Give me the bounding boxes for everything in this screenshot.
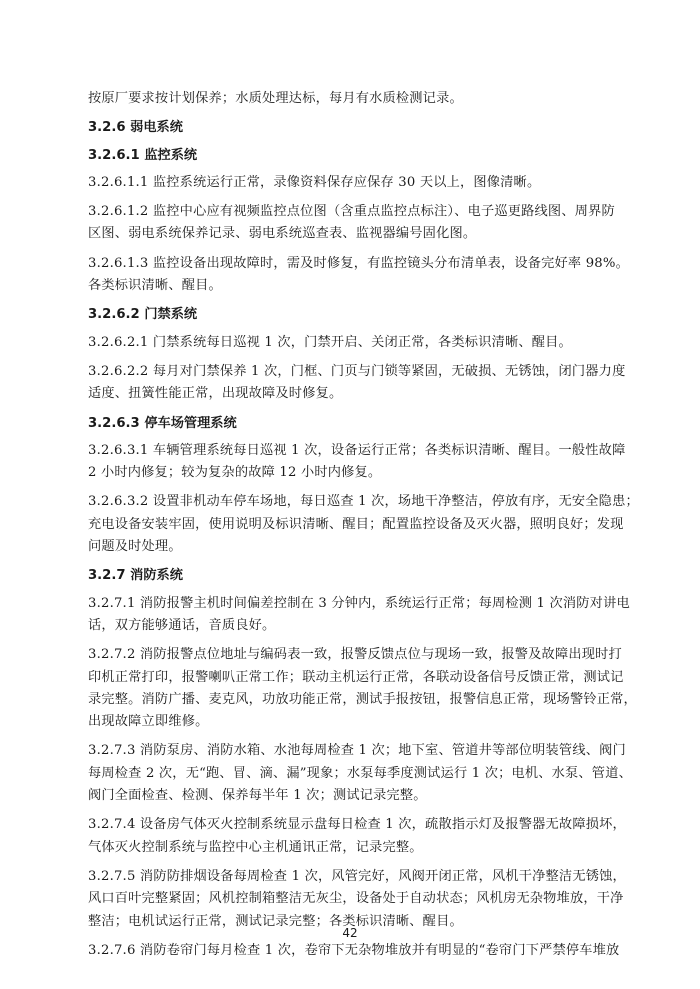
paragraph-line: 出现故障立即维修。 xyxy=(88,714,209,730)
paragraph-line: 各类标识清晰、醒目。 xyxy=(88,278,222,294)
paragraph-line: 3.2.6.3.2 设置非机动车停车场地，每日巡查 1 次，场地干净整洁，停放有序，无安全隐患； xyxy=(88,494,639,510)
paragraph-line: 3.2.6.3.1 车辆管理系统每日巡视 1 次，设备运行正常；各类标识清晰、醒目。一般性故障 xyxy=(88,442,626,458)
paragraph-line: 录完整。消防广播、麦克风，功放功能正常，测试手报按钮，报警信息正常，现场警铃正常， xyxy=(88,691,637,707)
paragraph xyxy=(88,940,620,962)
paragraph xyxy=(88,201,613,246)
paragraph xyxy=(88,593,630,638)
paragraph-line: 适度、扭簧性能正常，出现故障及时修复。 xyxy=(88,386,343,402)
paragraph-line: 3.2.7.3 消防泵房、消防水箱、水池每周检查 1 次；地下室、管道井等部位明装管线、阀门 xyxy=(88,743,626,759)
paragraph-line: 3.2.7.4 设备房气体灭火控制系统显示盘每日检查 1 次，疏散指示灯及报警器无故障损坏， xyxy=(88,817,626,833)
paragraph-line: 3.2.7.6 消防卷帘门每月检查 1 次，卷帘下无杂物堆放并有明显的“卷帘门下严禁停车堆放 xyxy=(88,942,620,958)
section-heading-3-2-6-2: 3.2.6.2 门禁系统 xyxy=(88,307,198,323)
paragraph-line: 3.2.6.1.3 监控设备出现故障时，需及时修复，有监控镜头分布清单表，设备完好率 98%。 xyxy=(88,255,629,271)
paragraph-line: 问题及时处理。 xyxy=(88,539,182,555)
paragraph xyxy=(88,172,613,194)
paragraph-line: 印机正常打印，报警喇叭正常工作；联动主机运行正常，各联动设备信号反馈正常，测试记 xyxy=(88,669,624,685)
paragraph xyxy=(88,740,632,807)
section-heading-3-2-7: 3.2.7 消防系统 xyxy=(88,568,183,584)
paragraph-line: 充电设备安装牢固，使用说明及标识清晰、醒目；配置监控设备及灭火器，照明良好；发现 xyxy=(88,516,624,532)
section-heading-3-2-6-3: 3.2.6.3 停车场管理系统 xyxy=(88,415,237,431)
paragraph-line: 整洁；电机试运行正常，测试记录完整；各类标识清晰、醒目。 xyxy=(88,913,463,929)
paragraph-line: 阀门全面检查、检测、保养每半年 1 次；测试记录完整。 xyxy=(88,788,427,804)
paragraph-line: 区图、弱电系统保养记录、弱电系统巡查表、监视器编号固化图。 xyxy=(88,226,477,242)
page-number: 42 xyxy=(342,926,358,940)
paragraph-line: 3.2.7.2 消防报警点位地址与编码表一致，报警反馈点位与现场一致，报警及故障出现时打 xyxy=(88,647,622,663)
paragraph-line: 气体灭火控制系统与监控中心主机通讯正常，记录完整。 xyxy=(88,839,423,855)
paragraph-line: 按原厂要求按计划保养；水质处理达标，每月有水质检测记录。 xyxy=(88,91,463,106)
paragraph xyxy=(88,644,637,733)
section-heading-3-2-6: 3.2.6 弱电系统 xyxy=(88,120,183,136)
paragraph xyxy=(88,361,626,406)
paragraph-line: 3.2.7.1 消防报警主机时间偏差控制在 3 分钟内，系统运行正常；每周检测 1 次消防对讲电 xyxy=(88,595,630,611)
section-heading-3-2-6-1: 3.2.6.1 监控系统 xyxy=(88,147,198,163)
paragraph-line: 每周检查 2 次，无“跑、冒、滴、漏”现象；水泵每季度测试运行 1 次；电机、水泵、管道、 xyxy=(88,765,632,781)
paragraph-line: 3.2.7.5 消防防排烟设备每周检查 1 次，风管完好，风阀开闭正常，风机干净整洁无锈蚀， xyxy=(88,868,626,884)
paragraph-line: 话，双方能够通话，音质良好。 xyxy=(88,617,276,633)
paragraph-line: 2 小时内修复；较为复杂的故障 12 小时内修复。 xyxy=(88,465,382,481)
paragraph xyxy=(88,440,626,485)
paragraph-line: 3.2.6.2.2 每月对门禁保养 1 次，门框、门页与门锁等紧固，无破损、无锈蚀，闭门器力度 xyxy=(88,363,626,379)
paragraph xyxy=(88,491,639,558)
paragraph-line: 3.2.6.2.1 门禁系统每日巡视 1 次，门禁开启、关闭正常，各类标识清晰、醒目。 xyxy=(88,334,572,350)
document-body xyxy=(88,88,639,969)
paragraph-line: 3.2.6.1.2 监控中心应有视频监控点位图（含重点监控点标注）、电子巡更路线图、周界防 xyxy=(88,204,615,220)
paragraph xyxy=(88,814,626,859)
paragraph-line: 3.2.6.1.1 监控系统运行正常，录像资料保存应保存 30 天以上，图像清晰。 xyxy=(88,174,541,190)
paragraph-line: 风口百叶完整紧固；风机控制箱整洁无灰尘，设备处于自动状态；风机房无杂物堆放，干净 xyxy=(88,891,624,907)
paragraph xyxy=(88,332,613,354)
paragraph xyxy=(88,866,626,933)
paragraph xyxy=(88,253,629,298)
